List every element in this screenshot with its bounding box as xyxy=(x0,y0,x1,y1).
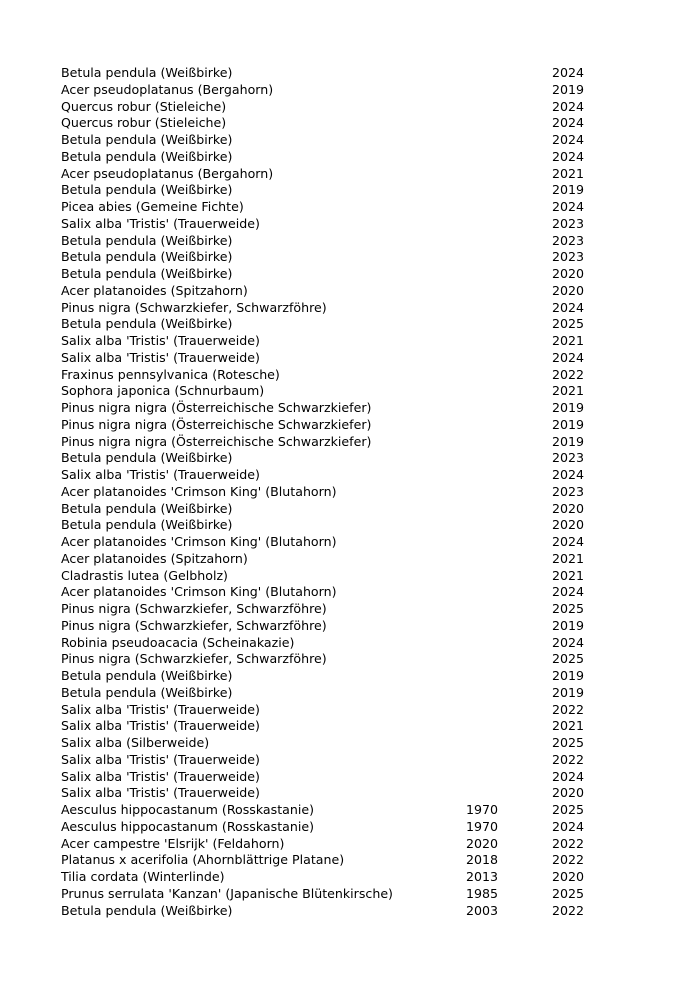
planting-year: 2018 xyxy=(466,852,499,868)
record-year: 2024 xyxy=(552,349,585,365)
table-row xyxy=(61,685,591,702)
tree-species: Pinus nigra (Schwarzkiefer, Schwarzföhre) xyxy=(61,651,327,667)
tree-species: Salix alba 'Tristis' (Trauerweide) xyxy=(61,701,260,717)
record-year: 2024 xyxy=(552,634,585,650)
record-year: 2019 xyxy=(552,400,585,415)
record-year: 2024 xyxy=(552,148,585,164)
table-row xyxy=(61,450,591,467)
table-row xyxy=(61,752,591,769)
table-row xyxy=(61,99,591,116)
tree-species: Acer platanoides (Spitzahorn) xyxy=(61,550,248,566)
record-year: 2020 xyxy=(552,282,585,298)
record-year: 2025 xyxy=(552,601,585,616)
table-row xyxy=(61,735,591,752)
record-year: 2023 xyxy=(552,215,585,231)
record-year: 2025 xyxy=(552,316,585,332)
tree-species: Salix alba 'Tristis' (Trauerweide) xyxy=(61,785,260,801)
tree-species: Pinus nigra nigra (Österreichische Schwarzkiefer) xyxy=(61,400,372,415)
table-row xyxy=(61,82,591,99)
planting-year: 1970 xyxy=(466,818,499,834)
tree-species: Salix alba 'Tristis' (Trauerweide) xyxy=(61,751,260,767)
record-year: 2025 xyxy=(552,651,585,667)
tree-species: Pinus nigra nigra (Österreichische Schwarzkiefer) xyxy=(61,433,372,449)
record-year: 2024 xyxy=(552,534,585,549)
record-year: 2020 xyxy=(552,785,585,801)
table-row xyxy=(61,668,591,685)
table-row xyxy=(61,417,591,434)
tree-species: Acer pseudoplatanus (Bergahorn) xyxy=(61,81,274,97)
tree-species: Betula pendula (Weißbirke) xyxy=(61,500,233,516)
table-row xyxy=(61,635,591,652)
table-row xyxy=(61,467,591,484)
table-row xyxy=(61,166,591,183)
table-row xyxy=(61,216,591,233)
tree-species: Platanus x acerifolia (Ahornblättrige Platane) xyxy=(61,852,345,868)
record-year: 2019 xyxy=(552,81,585,97)
record-year: 2020 xyxy=(552,266,585,281)
table-row xyxy=(61,249,591,266)
table-row xyxy=(61,886,591,903)
tree-species: Pinus nigra nigra (Österreichische Schwarzkiefer) xyxy=(61,416,372,432)
tree-species: Acer platanoides (Spitzahorn) xyxy=(61,282,248,298)
planting-year: 2020 xyxy=(466,835,499,851)
planting-year: 2013 xyxy=(466,869,499,884)
tree-species: Betula pendula (Weißbirke) xyxy=(61,668,233,683)
tree-species: Betula pendula (Weißbirke) xyxy=(61,266,233,281)
record-year: 2024 xyxy=(552,818,585,834)
table-row xyxy=(61,852,591,869)
planting-year: 2003 xyxy=(466,902,499,918)
tree-species: Salix alba 'Tristis' (Trauerweide) xyxy=(61,215,260,231)
tree-species: Pinus nigra (Schwarzkiefer, Schwarzföhre) xyxy=(61,601,327,616)
table-row xyxy=(61,383,591,400)
record-year: 2024 xyxy=(552,768,585,784)
table-row xyxy=(61,149,591,166)
tree-species: Betula pendula (Weißbirke) xyxy=(61,684,233,700)
record-year: 2020 xyxy=(552,500,585,516)
tree-species: Tilia cordata (Winterlinde) xyxy=(61,869,225,884)
record-year: 2023 xyxy=(552,232,585,248)
tree-species: Aesculus hippocastanum (Rosskastanie) xyxy=(61,802,314,817)
tree-species: Cladrastis lutea (Gelbholz) xyxy=(61,567,228,583)
tree-species: Salix alba 'Tristis' (Trauerweide) xyxy=(61,718,260,734)
tree-species: Prunus serrulata 'Kanzan' (Japanische Blütenkirsche) xyxy=(61,885,393,901)
tree-species: Pinus nigra (Schwarzkiefer, Schwarzföhre) xyxy=(61,299,327,315)
table-row xyxy=(61,601,591,618)
record-year: 2022 xyxy=(552,902,585,918)
tree-species: Pinus nigra (Schwarzkiefer, Schwarzföhre) xyxy=(61,617,327,633)
table-row xyxy=(61,551,591,568)
tree-species: Salix alba (Silberweide) xyxy=(61,735,210,750)
record-year: 2021 xyxy=(552,383,585,399)
tree-species: Salix alba 'Tristis' (Trauerweide) xyxy=(61,768,260,784)
record-year: 2019 xyxy=(552,668,585,683)
table-row xyxy=(61,283,591,300)
record-year: 2023 xyxy=(552,249,585,265)
table-row xyxy=(61,702,591,719)
record-year: 2024 xyxy=(552,65,585,80)
table-row xyxy=(61,618,591,635)
table-row xyxy=(61,718,591,735)
record-year: 2025 xyxy=(552,735,585,750)
table-row xyxy=(61,651,591,668)
tree-species: Acer platanoides 'Crimson King' (Blutahorn) xyxy=(61,534,337,549)
record-year: 2021 xyxy=(552,165,585,181)
tree-species: Aesculus hippocastanum (Rosskastanie) xyxy=(61,818,314,834)
table-row xyxy=(61,199,591,216)
table-row xyxy=(61,584,591,601)
record-year: 2021 xyxy=(552,550,585,566)
record-year: 2024 xyxy=(552,467,585,482)
tree-species: Betula pendula (Weißbirke) xyxy=(61,132,233,147)
record-year: 2019 xyxy=(552,182,585,198)
record-year: 2022 xyxy=(552,701,585,717)
table-row xyxy=(61,802,591,819)
tree-species: Salix alba 'Tristis' (Trauerweide) xyxy=(61,333,260,348)
table-row xyxy=(61,182,591,199)
tree-species: Betula pendula (Weißbirke) xyxy=(61,148,233,164)
tree-species: Betula pendula (Weißbirke) xyxy=(61,249,233,265)
record-year: 2021 xyxy=(552,333,585,348)
tree-list xyxy=(61,65,591,919)
table-row xyxy=(61,501,591,518)
table-row xyxy=(61,785,591,802)
record-year: 2021 xyxy=(552,718,585,734)
record-year: 2022 xyxy=(552,366,585,382)
tree-species: Betula pendula (Weißbirke) xyxy=(61,450,233,466)
table-row xyxy=(61,115,591,132)
record-year: 2024 xyxy=(552,584,585,600)
table-row xyxy=(61,300,591,317)
tree-species: Acer campestre 'Elsrijk' (Feldahorn) xyxy=(61,835,285,851)
tree-species: Salix alba 'Tristis' (Trauerweide) xyxy=(61,349,260,365)
tree-species: Acer platanoides 'Crimson King' (Blutahorn) xyxy=(61,584,337,600)
table-row xyxy=(61,316,591,333)
planting-year: 1970 xyxy=(466,802,499,817)
table-row xyxy=(61,367,591,384)
tree-species: Betula pendula (Weißbirke) xyxy=(61,902,233,918)
record-year: 2022 xyxy=(552,835,585,851)
tree-species: Quercus robur (Stieleiche) xyxy=(61,115,227,131)
record-year: 2021 xyxy=(552,567,585,583)
record-year: 2025 xyxy=(552,885,585,901)
record-year: 2022 xyxy=(552,852,585,868)
record-year: 2025 xyxy=(552,802,585,817)
tree-species: Quercus robur (Stieleiche) xyxy=(61,98,227,114)
record-year: 2024 xyxy=(552,132,585,147)
table-row xyxy=(61,266,591,283)
table-row xyxy=(61,836,591,853)
tree-species: Fraxinus pennsylvanica (Rotesche) xyxy=(61,366,280,382)
tree-species: Betula pendula (Weißbirke) xyxy=(61,316,233,332)
tree-species: Robinia pseudoacacia (Scheinakazie) xyxy=(61,634,295,650)
record-year: 2019 xyxy=(552,416,585,432)
tree-species: Betula pendula (Weißbirke) xyxy=(61,232,233,248)
table-row xyxy=(61,350,591,367)
record-year: 2023 xyxy=(552,483,585,499)
record-year: 2020 xyxy=(552,869,585,884)
record-year: 2023 xyxy=(552,450,585,466)
table-row xyxy=(61,568,591,585)
table-row xyxy=(61,819,591,836)
tree-species: Acer pseudoplatanus (Bergahorn) xyxy=(61,165,274,181)
tree-species: Betula pendula (Weißbirke) xyxy=(61,182,233,198)
record-year: 2024 xyxy=(552,115,585,131)
tree-species: Betula pendula (Weißbirke) xyxy=(61,517,233,533)
table-row xyxy=(61,517,591,534)
tree-species: Acer platanoides 'Crimson King' (Blutahorn) xyxy=(61,483,337,499)
record-year: 2024 xyxy=(552,199,585,214)
tree-species: Salix alba 'Tristis' (Trauerweide) xyxy=(61,467,260,482)
table-row xyxy=(61,400,591,417)
table-row xyxy=(61,534,591,551)
table-row xyxy=(61,903,591,920)
record-year: 2019 xyxy=(552,684,585,700)
table-row xyxy=(61,434,591,451)
record-year: 2019 xyxy=(552,617,585,633)
table-row xyxy=(61,65,591,82)
table-row xyxy=(61,769,591,786)
table-row xyxy=(61,132,591,149)
record-year: 2022 xyxy=(552,751,585,767)
tree-species: Betula pendula (Weißbirke) xyxy=(61,65,233,80)
record-year: 2020 xyxy=(552,517,585,533)
record-year: 2019 xyxy=(552,433,585,449)
tree-species: Sophora japonica (Schnurbaum) xyxy=(61,383,265,399)
tree-species: Picea abies (Gemeine Fichte) xyxy=(61,199,244,214)
record-year: 2024 xyxy=(552,299,585,315)
table-row xyxy=(61,869,591,886)
table-row xyxy=(61,333,591,350)
table-row xyxy=(61,484,591,501)
planting-year: 1985 xyxy=(466,885,499,901)
table-row xyxy=(61,233,591,250)
record-year: 2024 xyxy=(552,98,585,114)
